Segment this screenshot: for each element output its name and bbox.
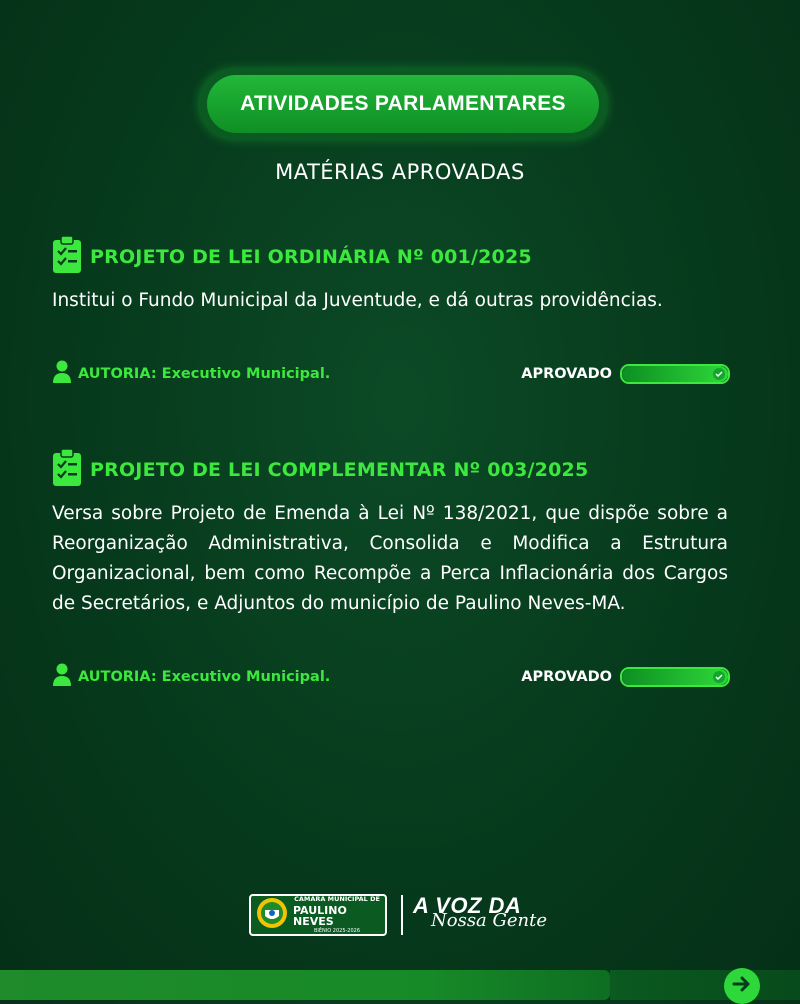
- crest-icon: [255, 896, 289, 934]
- slogan-logo: [413, 893, 553, 937]
- bill-meta-row: [52, 362, 730, 386]
- status-progress-bar: [620, 364, 730, 384]
- slogan-line2: Nossa Gente: [431, 910, 548, 931]
- page-title: ATIVIDADES PARLAMENTARES: [207, 75, 599, 133]
- bill-description: Versa sobre Projeto de Emenda à Lei Nº 138/2021, que dispõe sobre a Reorganização Administrativa, Consolida e Modifica a Estrutura Organizacional, bem como Recompõe a Perca Inflacionária dos Cargos de Secretários, e Adjuntos do município de Paulino Neves-MA.: [52, 503, 728, 614]
- status-progress-bar: [620, 667, 730, 687]
- author-label: AUTORIA: Executivo Municipal.: [78, 366, 331, 382]
- bill-item: [52, 449, 728, 619]
- bottom-bar-track: [610, 970, 800, 1000]
- footer-branding: [249, 893, 553, 937]
- check-icon: [713, 671, 725, 683]
- clipboard-checklist-icon: [52, 449, 82, 491]
- person-icon: [52, 663, 72, 691]
- status-indicator: [521, 364, 730, 384]
- slogan-line1: A VOZ DA: [413, 893, 522, 918]
- bill-description: Institui o Fundo Municipal da Juventude, e dá outras providências.: [52, 290, 663, 311]
- camara-logo: [249, 894, 387, 936]
- status-indicator: [521, 667, 730, 687]
- status-label: APROVADO: [521, 366, 612, 382]
- footer-divider: [401, 895, 403, 935]
- bill-title: PROJETO DE LEI COMPLEMENTAR Nº 003/2025: [90, 459, 589, 481]
- clipboard-checklist-icon: [52, 236, 82, 278]
- header-pill: [198, 68, 608, 140]
- logo-line2: PAULINO NEVES: [293, 903, 347, 928]
- arrow-right-icon: [732, 976, 752, 996]
- author-label: AUTORIA: Executivo Municipal.: [78, 669, 331, 685]
- page-subtitle: MATÉRIAS APROVADAS: [275, 160, 525, 184]
- bill-meta-row: [52, 665, 730, 689]
- author-info: [52, 360, 330, 388]
- logo-line3: BIÊNIO 2025-2026: [313, 927, 361, 934]
- bottom-progress-bar: [0, 970, 610, 1000]
- logo-line1: CÂMARA MUNICIPAL DE: [294, 895, 380, 904]
- bill-item: [52, 236, 728, 316]
- check-icon: [713, 368, 725, 380]
- author-info: [52, 663, 330, 691]
- next-button[interactable]: [724, 968, 760, 1004]
- status-label: APROVADO: [521, 669, 612, 685]
- bill-title: PROJETO DE LEI ORDINÁRIA Nº 001/2025: [90, 246, 532, 268]
- person-icon: [52, 360, 72, 388]
